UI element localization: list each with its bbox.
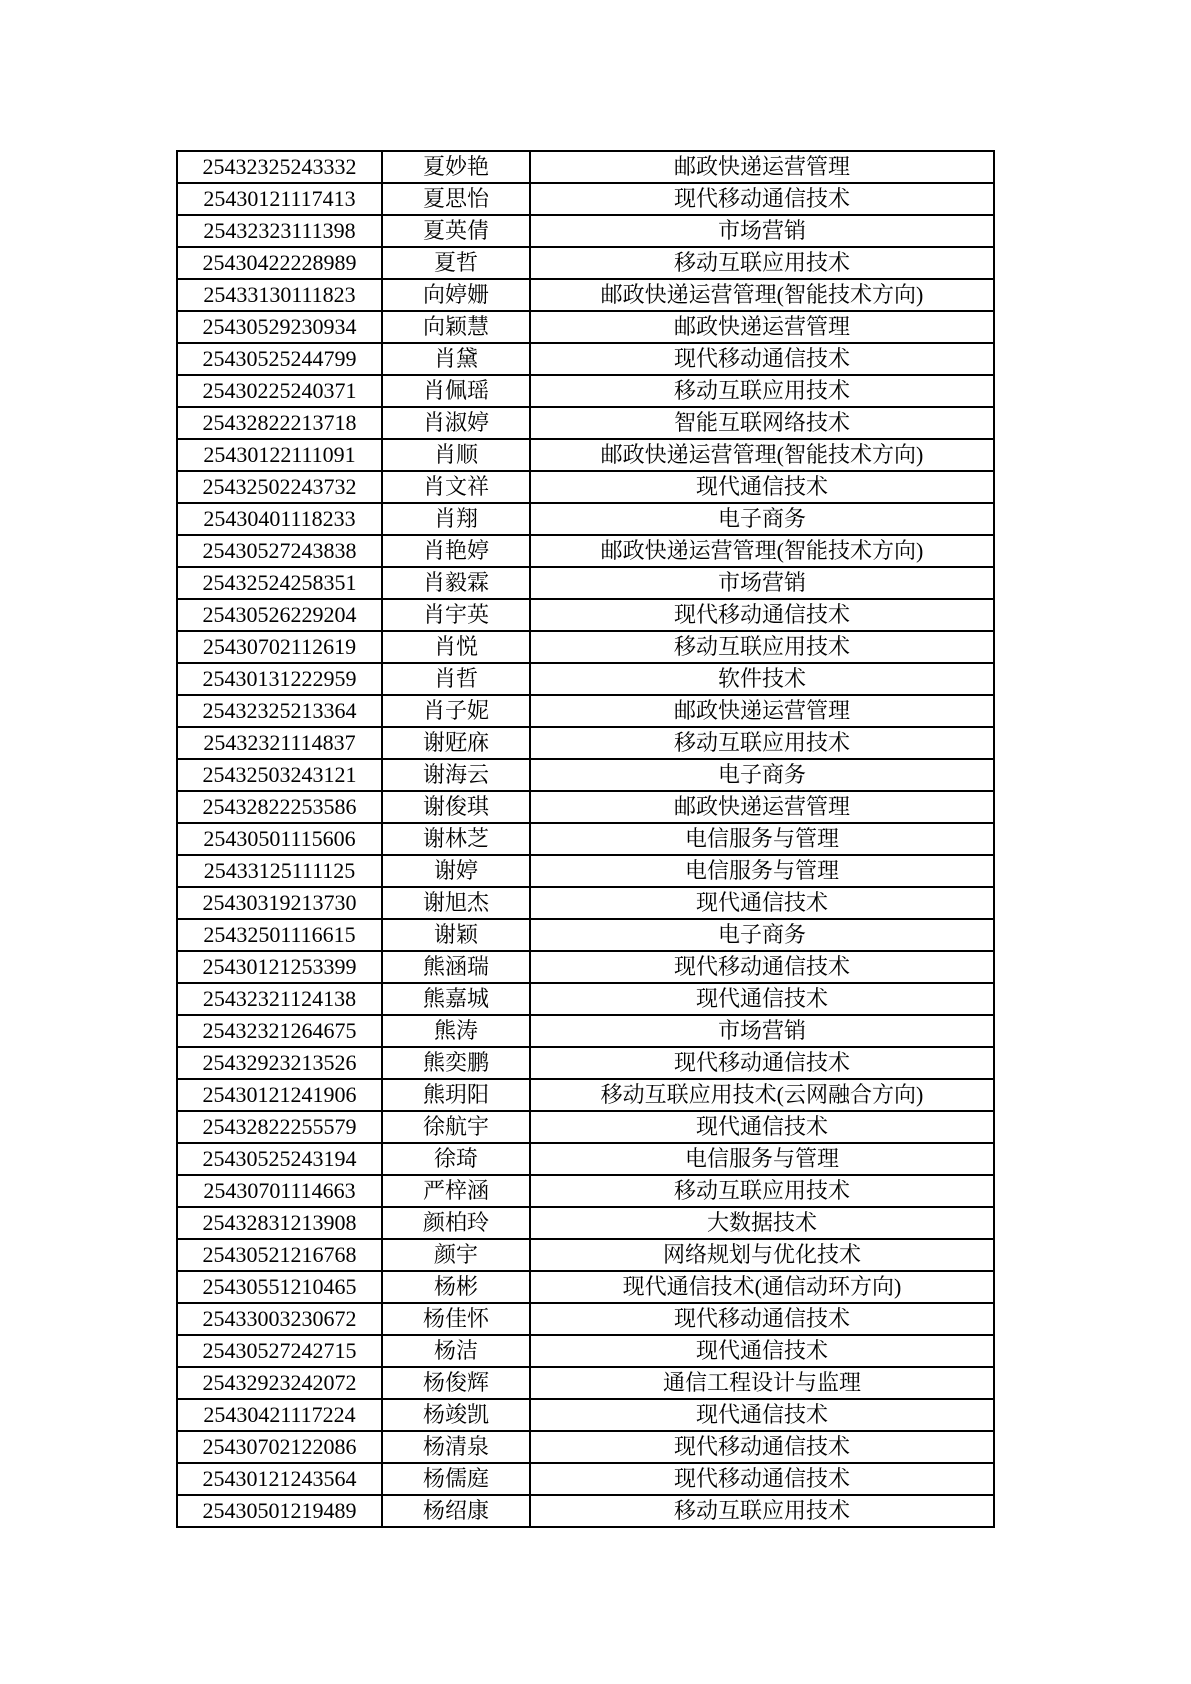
student-id-cell: 25430225240371 xyxy=(177,375,382,407)
major-cell: 现代通信技术 xyxy=(530,983,994,1015)
major-cell: 现代移动通信技术 xyxy=(530,1463,994,1495)
student-id-cell: 25432502243732 xyxy=(177,471,382,503)
student-id-cell: 25433003230672 xyxy=(177,1303,382,1335)
table-row xyxy=(177,951,994,983)
student-list-table xyxy=(176,150,995,1528)
table-row xyxy=(177,151,994,183)
table-row xyxy=(177,1463,994,1495)
student-id-cell: 25430401118233 xyxy=(177,503,382,535)
student-id-cell: 25430527243838 xyxy=(177,535,382,567)
student-name-cell: 杨竣凯 xyxy=(382,1399,530,1431)
student-id-cell: 25432323111398 xyxy=(177,215,382,247)
student-id-cell: 25430122111091 xyxy=(177,439,382,471)
major-cell: 现代移动通信技术 xyxy=(530,183,994,215)
student-name-cell: 肖悦 xyxy=(382,631,530,663)
major-cell: 现代通信技术 xyxy=(530,1335,994,1367)
table-row xyxy=(177,279,994,311)
table-row xyxy=(177,1207,994,1239)
major-cell: 移动互联应用技术 xyxy=(530,1495,994,1527)
student-name-cell: 谢婷 xyxy=(382,855,530,887)
student-name-cell: 肖翔 xyxy=(382,503,530,535)
table-row xyxy=(177,983,994,1015)
table-row xyxy=(177,407,994,439)
student-id-cell: 25430529230934 xyxy=(177,311,382,343)
student-id-cell: 25430121253399 xyxy=(177,951,382,983)
major-cell: 现代移动通信技术 xyxy=(530,1303,994,1335)
table-row xyxy=(177,567,994,599)
major-cell: 现代通信技术 xyxy=(530,887,994,919)
student-name-cell: 夏妙艳 xyxy=(382,151,530,183)
student-id-cell: 25430526229204 xyxy=(177,599,382,631)
major-cell: 网络规划与优化技术 xyxy=(530,1239,994,1271)
student-id-cell: 25432321124138 xyxy=(177,983,382,1015)
student-id-cell: 25430121243564 xyxy=(177,1463,382,1495)
student-name-cell: 杨佳怀 xyxy=(382,1303,530,1335)
table-row xyxy=(177,919,994,951)
major-cell: 市场营销 xyxy=(530,215,994,247)
student-id-cell: 25430527242715 xyxy=(177,1335,382,1367)
student-id-cell: 25430421117224 xyxy=(177,1399,382,1431)
major-cell: 现代移动通信技术 xyxy=(530,343,994,375)
table-row xyxy=(177,1495,994,1527)
student-name-cell: 杨绍康 xyxy=(382,1495,530,1527)
major-cell: 现代移动通信技术 xyxy=(530,1047,994,1079)
major-cell: 现代移动通信技术 xyxy=(530,599,994,631)
student-id-cell: 25430422228989 xyxy=(177,247,382,279)
student-name-cell: 肖艳婷 xyxy=(382,535,530,567)
major-cell: 移动互联应用技术 xyxy=(530,247,994,279)
major-cell: 移动互联应用技术 xyxy=(530,727,994,759)
table-row xyxy=(177,535,994,567)
major-cell: 邮政快递运营管理(智能技术方向) xyxy=(530,535,994,567)
student-id-cell: 25430551210465 xyxy=(177,1271,382,1303)
major-cell: 移动互联应用技术 xyxy=(530,1175,994,1207)
major-cell: 电子商务 xyxy=(530,759,994,791)
major-cell: 邮政快递运营管理(智能技术方向) xyxy=(530,279,994,311)
table-row xyxy=(177,183,994,215)
student-name-cell: 徐航宇 xyxy=(382,1111,530,1143)
table-row xyxy=(177,887,994,919)
student-table-body xyxy=(177,151,994,1527)
major-cell: 电信服务与管理 xyxy=(530,1143,994,1175)
student-name-cell: 颜宇 xyxy=(382,1239,530,1271)
student-name-cell: 杨俊辉 xyxy=(382,1367,530,1399)
table-row xyxy=(177,247,994,279)
student-id-cell: 25430521216768 xyxy=(177,1239,382,1271)
student-id-cell: 25432501116615 xyxy=(177,919,382,951)
major-cell: 大数据技术 xyxy=(530,1207,994,1239)
student-id-cell: 25432923242072 xyxy=(177,1367,382,1399)
student-id-cell: 25432822253586 xyxy=(177,791,382,823)
major-cell: 邮政快递运营管理 xyxy=(530,695,994,727)
major-cell: 现代通信技术 xyxy=(530,1111,994,1143)
student-id-cell: 25432321114837 xyxy=(177,727,382,759)
student-name-cell: 熊玥阳 xyxy=(382,1079,530,1111)
table-row xyxy=(177,311,994,343)
major-cell: 邮政快递运营管理 xyxy=(530,151,994,183)
student-name-cell: 肖顺 xyxy=(382,439,530,471)
student-name-cell: 杨清泉 xyxy=(382,1431,530,1463)
table-row xyxy=(177,1015,994,1047)
major-cell: 电信服务与管理 xyxy=(530,823,994,855)
student-name-cell: 向婷姗 xyxy=(382,279,530,311)
major-cell: 电信服务与管理 xyxy=(530,855,994,887)
major-cell: 邮政快递运营管理(智能技术方向) xyxy=(530,439,994,471)
student-name-cell: 肖毅霖 xyxy=(382,567,530,599)
table-row xyxy=(177,1175,994,1207)
major-cell: 现代移动通信技术 xyxy=(530,1431,994,1463)
student-name-cell: 杨儒庭 xyxy=(382,1463,530,1495)
table-row xyxy=(177,695,994,727)
student-id-cell: 25432822255579 xyxy=(177,1111,382,1143)
student-name-cell: 肖哲 xyxy=(382,663,530,695)
major-cell: 市场营销 xyxy=(530,567,994,599)
student-name-cell: 熊奕鹏 xyxy=(382,1047,530,1079)
student-id-cell: 25430131222959 xyxy=(177,663,382,695)
student-id-cell: 25430525244799 xyxy=(177,343,382,375)
student-name-cell: 谢觃庥 xyxy=(382,727,530,759)
student-id-cell: 25432325213364 xyxy=(177,695,382,727)
table-row xyxy=(177,1143,994,1175)
student-name-cell: 严梓涵 xyxy=(382,1175,530,1207)
table-row xyxy=(177,631,994,663)
major-cell: 邮政快递运营管理 xyxy=(530,311,994,343)
major-cell: 智能互联网络技术 xyxy=(530,407,994,439)
table-row xyxy=(177,1399,994,1431)
student-id-cell: 25430319213730 xyxy=(177,887,382,919)
table-row xyxy=(177,343,994,375)
table-row xyxy=(177,1047,994,1079)
major-cell: 电子商务 xyxy=(530,919,994,951)
student-name-cell: 颜柏玲 xyxy=(382,1207,530,1239)
student-name-cell: 谢海云 xyxy=(382,759,530,791)
major-cell: 电子商务 xyxy=(530,503,994,535)
table-row xyxy=(177,375,994,407)
student-name-cell: 向颖慧 xyxy=(382,311,530,343)
major-cell: 现代通信技术 xyxy=(530,471,994,503)
student-name-cell: 熊嘉城 xyxy=(382,983,530,1015)
major-cell: 现代通信技术(通信动环方向) xyxy=(530,1271,994,1303)
student-name-cell: 杨彬 xyxy=(382,1271,530,1303)
student-name-cell: 谢颖 xyxy=(382,919,530,951)
major-cell: 移动互联应用技术 xyxy=(530,375,994,407)
student-name-cell: 夏哲 xyxy=(382,247,530,279)
table-row xyxy=(177,1111,994,1143)
student-id-cell: 25430501219489 xyxy=(177,1495,382,1527)
student-id-cell: 25432321264675 xyxy=(177,1015,382,1047)
student-name-cell: 谢俊琪 xyxy=(382,791,530,823)
student-id-cell: 25430701114663 xyxy=(177,1175,382,1207)
student-name-cell: 夏思怡 xyxy=(382,183,530,215)
major-cell: 移动互联应用技术 xyxy=(530,631,994,663)
table-row xyxy=(177,503,994,535)
major-cell: 现代移动通信技术 xyxy=(530,951,994,983)
major-cell: 市场营销 xyxy=(530,1015,994,1047)
table-row xyxy=(177,1271,994,1303)
student-name-cell: 肖子妮 xyxy=(382,695,530,727)
student-id-cell: 25433130111823 xyxy=(177,279,382,311)
student-id-cell: 25430501115606 xyxy=(177,823,382,855)
table-row xyxy=(177,727,994,759)
student-id-cell: 25430702112619 xyxy=(177,631,382,663)
student-id-cell: 25432524258351 xyxy=(177,567,382,599)
student-id-cell: 25430525243194 xyxy=(177,1143,382,1175)
table-row xyxy=(177,1335,994,1367)
student-name-cell: 肖黛 xyxy=(382,343,530,375)
student-id-cell: 25430121241906 xyxy=(177,1079,382,1111)
student-name-cell: 肖佩瑶 xyxy=(382,375,530,407)
table-row xyxy=(177,215,994,247)
table-row xyxy=(177,855,994,887)
student-name-cell: 熊涛 xyxy=(382,1015,530,1047)
major-cell: 移动互联应用技术(云网融合方向) xyxy=(530,1079,994,1111)
major-cell: 现代通信技术 xyxy=(530,1399,994,1431)
student-name-cell: 杨洁 xyxy=(382,1335,530,1367)
student-name-cell: 肖淑婷 xyxy=(382,407,530,439)
student-name-cell: 谢林芝 xyxy=(382,823,530,855)
major-cell: 软件技术 xyxy=(530,663,994,695)
student-id-cell: 25432831213908 xyxy=(177,1207,382,1239)
table-row xyxy=(177,1431,994,1463)
student-name-cell: 肖宇英 xyxy=(382,599,530,631)
table-row xyxy=(177,439,994,471)
table-row xyxy=(177,1367,994,1399)
student-id-cell: 25430702122086 xyxy=(177,1431,382,1463)
major-cell: 邮政快递运营管理 xyxy=(530,791,994,823)
student-id-cell: 25430121117413 xyxy=(177,183,382,215)
table-row xyxy=(177,791,994,823)
table-row xyxy=(177,599,994,631)
student-id-cell: 25432923213526 xyxy=(177,1047,382,1079)
major-cell: 通信工程设计与监理 xyxy=(530,1367,994,1399)
table-row xyxy=(177,1303,994,1335)
table-row xyxy=(177,1079,994,1111)
student-id-cell: 25432503243121 xyxy=(177,759,382,791)
table-row xyxy=(177,471,994,503)
student-id-cell: 25432822213718 xyxy=(177,407,382,439)
student-id-cell: 25433125111125 xyxy=(177,855,382,887)
student-name-cell: 谢旭杰 xyxy=(382,887,530,919)
student-name-cell: 熊涵瑞 xyxy=(382,951,530,983)
table-row xyxy=(177,759,994,791)
table-row xyxy=(177,1239,994,1271)
student-name-cell: 徐琦 xyxy=(382,1143,530,1175)
student-id-cell: 25432325243332 xyxy=(177,151,382,183)
student-name-cell: 肖文祥 xyxy=(382,471,530,503)
student-name-cell: 夏英倩 xyxy=(382,215,530,247)
table-row xyxy=(177,663,994,695)
table-row xyxy=(177,823,994,855)
